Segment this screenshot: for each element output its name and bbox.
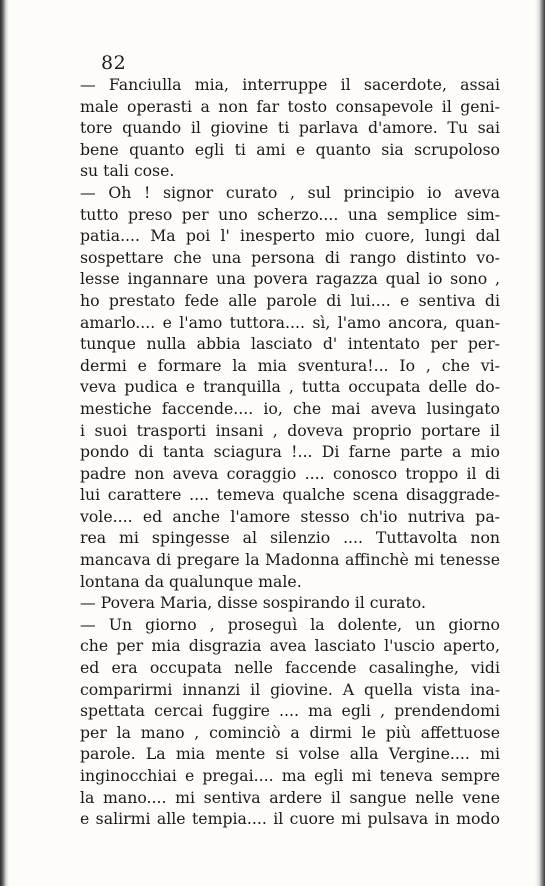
text-line: tore quando il giovine ti parlava d'amore. Tu sai bbox=[80, 118, 500, 138]
text-line: che per mia disgrazia avea lasciato l'uscio aperto, bbox=[80, 636, 500, 656]
text-line: ho prestato fede alle parole di lui.... e sentiva di bbox=[80, 290, 500, 310]
text-line: padre non aveva coraggio .... conosco troppo il di bbox=[80, 463, 500, 483]
text-line: su tali cose. bbox=[80, 161, 175, 181]
text-line: inginocchiai e pregai.... ma egli mi teneva sempre bbox=[80, 766, 500, 785]
text-line: — Povera Maria, disse sospirando il curato. bbox=[80, 593, 426, 613]
text-line: mancava di pregare la Madonna affinchè mi tenesse bbox=[80, 550, 500, 570]
text-line: lui carattere .... temeva qualche scena disaggrade- bbox=[80, 485, 500, 505]
text-line: — Oh ! signor curato , sul principio io aveva bbox=[80, 182, 500, 202]
text-line: — Un giorno , proseguì la dolente, un giorno bbox=[80, 614, 500, 634]
text-line: vole.... ed anche l'amore stesso ch'io nutriva pa- bbox=[80, 506, 500, 526]
text-line: male operasti a non far tosto consapevole il geni- bbox=[80, 96, 500, 116]
text-line: rea mi spingesse al silenzio .... Tuttavolta non bbox=[80, 528, 500, 548]
text-line: dermi e formare la mia sventura!... Io , che vi- bbox=[80, 355, 500, 375]
text-line: tutto preso per uno scherzo.... una semplice sim- bbox=[80, 204, 500, 224]
text-line: i suoi trasporti insani , doveva proprio portare il bbox=[80, 420, 500, 440]
text-line: ed era occupata nelle faccende casalinghe, vidi bbox=[80, 658, 500, 678]
text-line: mestiche faccende.... io, che mai aveva lusingato bbox=[80, 398, 500, 418]
page-right-edge-shadow bbox=[535, 0, 545, 886]
text-line: per la mano , cominciò a dirmi le più affettuose bbox=[80, 722, 500, 742]
text-line: lontana da qualunque male. bbox=[80, 571, 302, 591]
text-line: comparirmi innanzi il giovine. A quella vista ina- bbox=[80, 679, 500, 699]
page-left-edge-shadow bbox=[0, 0, 9, 886]
page-number: 82 bbox=[101, 52, 127, 74]
text-line: bene quanto egli ti ami e quanto sia scrupoloso bbox=[80, 139, 500, 159]
body-text bbox=[80, 74, 500, 830]
text-line: veva pudica e tranquilla , tutta occupata delle do- bbox=[80, 377, 500, 397]
text-line: patia.... Ma poi l' inesperto mio cuore, lungi dal bbox=[80, 226, 500, 246]
text-line: sospettare che una persona di rango distinto vo- bbox=[80, 247, 500, 267]
text-line: la mano.... mi sentiva ardere il sangue nelle vene bbox=[80, 787, 500, 807]
text-line: pondo di tanta sciagura !... Di farne parte a mio bbox=[80, 442, 500, 462]
text-line: spettata cercai fuggire .... ma egli , prendendomi bbox=[80, 701, 500, 721]
text-line: e salirmi alle tempia.... il cuore mi pulsava in modo bbox=[80, 809, 500, 829]
text-line: parole. La mia mente si volse alla Vergine.... mi bbox=[80, 744, 500, 764]
text-line: amarlo.... e l'amo tuttora.... sì, l'amo ancora, quan- bbox=[80, 312, 500, 332]
text-line: — Fanciulla mia, interruppe il sacerdote, assai bbox=[80, 75, 500, 94]
text-line: lesse ingannare una povera ragazza qual io sono , bbox=[80, 269, 500, 289]
text-line: tunque nulla abbia lasciato d' intentato per per- bbox=[80, 334, 500, 354]
